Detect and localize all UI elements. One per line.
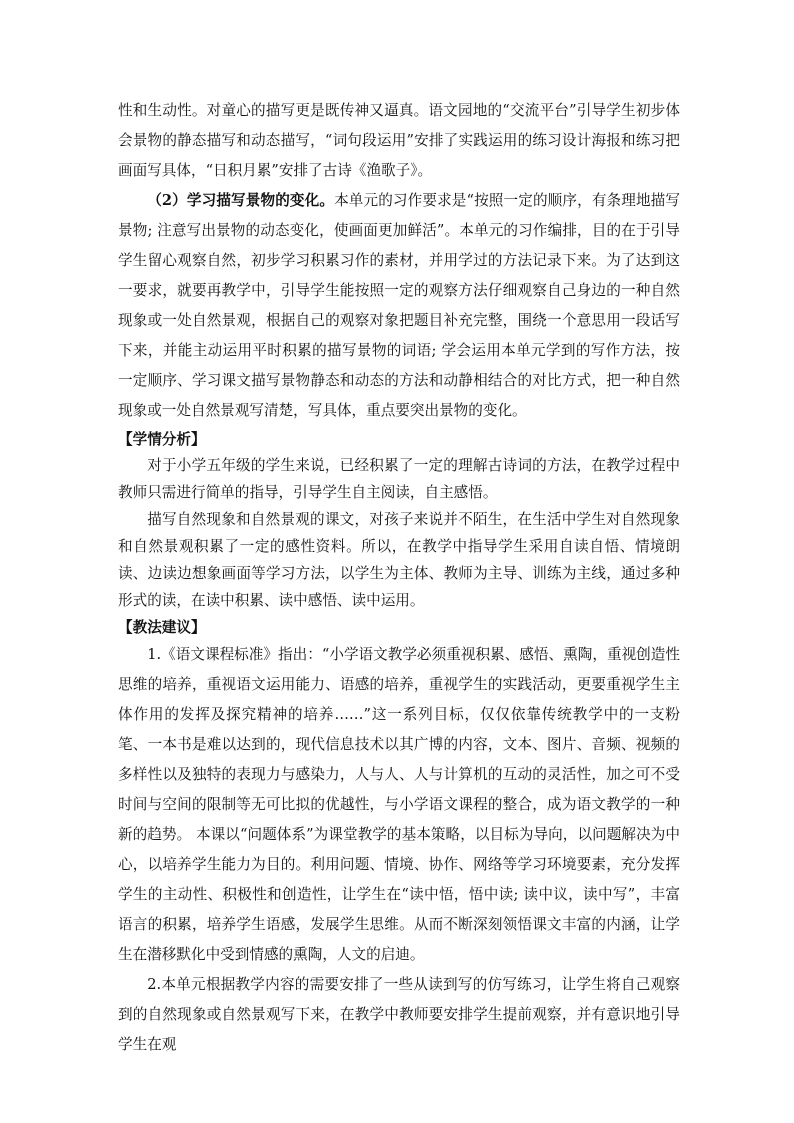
paragraph-lead-bold: （2）学习描写景物的变化。 xyxy=(147,192,335,209)
section-heading-student-analysis: 【学情分析】 xyxy=(118,431,206,448)
paragraph-student-analysis-2: 描写自然现象和自然景观的课文，对孩子来说并不陌生，在生活中学生对自然现象和自然景观积累了一定的感性资料。所以，在教学中指导学生采用自读自悟、情境朗读、边读边想象画面等学习方法，以学生为主体、教师为主导、训练为主线，通过多种形式的读，在读中积累、读中感悟、读中运用。 xyxy=(118,511,680,609)
paragraph-writing-goal-text: 本单元的习作要求是“按照一定的顺序，有条理地描写景物; 注意写出景物的动态变化，使画面更加鲜活”。本单元的习作编排，目的在于引导学生留心观察自然，初步学习积累习作的素材，并用学过的方法记录下来。为了达到这一要求，就要再教学中，引导学生能按照一定的观察方法仔细观察自己身边的一种自然现象或一处自然景观，根据自己的观察对象把题目补充完整，围绕一个意思用一段话写下来，并能主动运用平时积累的描写景物的词语; 学会运用本单元学到的写作方法，按一定顺序、学习课文描写景物静态和动态的方法和动静相结合的对比方式，把一种自然现象或一处自然景观写清楚，写具体，重点要突出景物的变化。 xyxy=(118,192,680,419)
paragraph-intro: 性和生动性。对童心的描写更是既传神又逼真。语文园地的“交流平台”引导学生初步体会景物的静态描写和动态描写，“词句段运用”安排了实践运用的练习设计海报和练习把画面写具体，“日积月累”安排了古诗《渔歌子》。 xyxy=(118,102,680,179)
paragraph-teaching-suggestion-2: 2.本单元根据教学内容的需要安排了一些从读到写的仿写练习，让学生将自己观察到的自然现象或自然景观写下来，在教学中教师要安排学生提前观察，并有意识地引导学生在观 xyxy=(118,976,680,1053)
paragraph-writing-goal xyxy=(118,186,680,426)
paragraph-teaching-suggestion-1: 1.《语文课程标准》指出：“小学语文教学必须重视积累、感悟、熏陶，重视创造性思维的培养，重视语文运用能力、语感的培养，重视学生的实践活动，更要重视学生主体作用的发挥及探究精神的培养……”这一系列目标，仅仅依靠传统教学中的一支粉笔、一本书是难以达到的，现代信息技术以其广博的内容，文本、图片、音频、视频的多样性以及独特的表现力与感染力，人与人、人与计算机的互动的灵活性，加之可不受时间与空间的限制等无可比拟的优越性，与小学语文课程的整合，成为语文教学的一种新的趋势。 本课以“问题体系”为课堂教学的基本策略，以目标为导向，以问题解决为中心，以培养学生能力为目的。利用问题、情境、协作、网络等学习环境要素，充分发挥学生的主动性、积极性和创造性，让学生在“读中悟，悟中读; 读中议，读中写”，丰富语言的积累，培养学生语感，发展学生思维。从而不断深刻领悟课文丰富的内涵，让学生在潜移默化中受到情感的熏陶，人文的启迪。 xyxy=(118,646,680,963)
section-heading-teaching-suggestions: 【教法建议】 xyxy=(118,619,206,636)
paragraph-student-analysis-1: 对于小学五年级的学生来说，已经积累了一定的理解古诗词的方法，在教学过程中教师只需进行简单的指导，引导学生自主阅读，自主感悟。 xyxy=(118,457,680,501)
document-page xyxy=(118,96,680,1060)
